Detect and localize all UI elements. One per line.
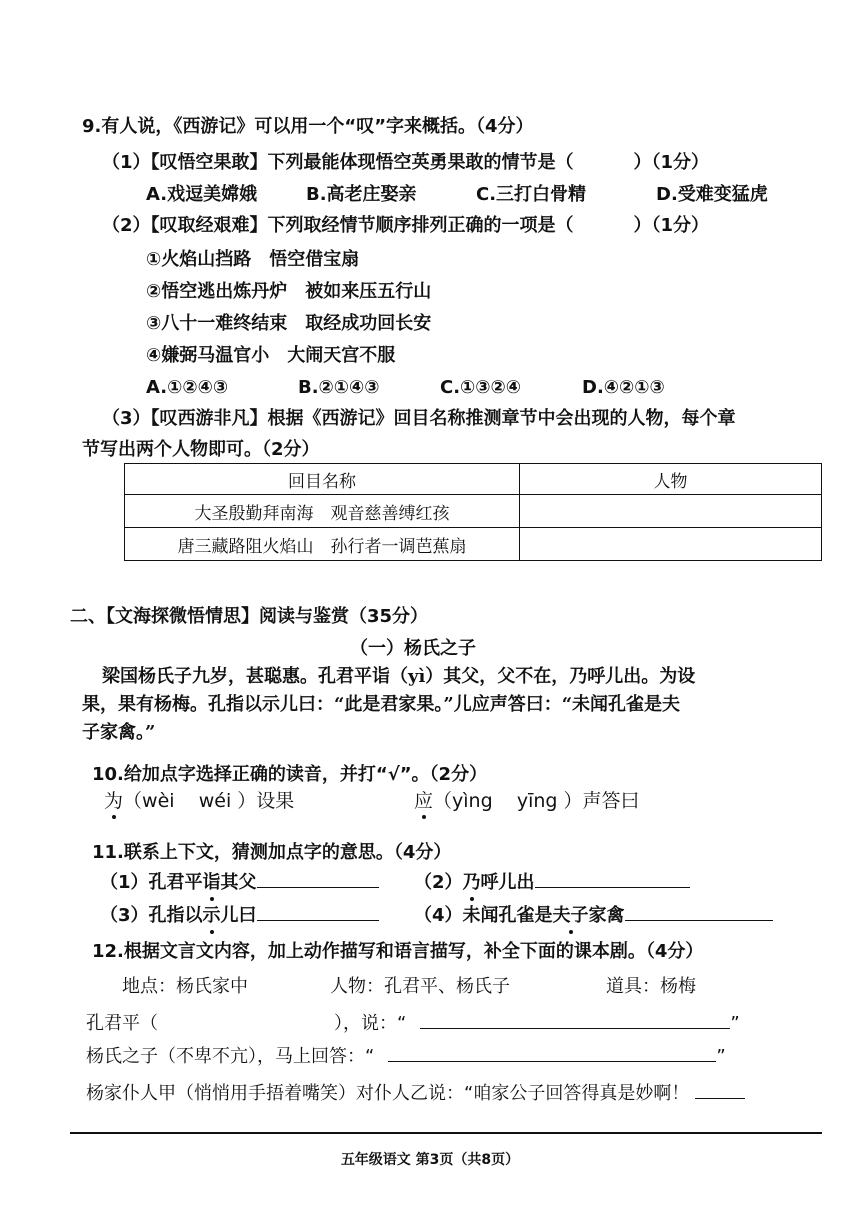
option-d[interactable]: D.受难变猛虎 [656, 184, 768, 205]
line-text: 杨氏之子（不卑不亢），马上回答：“ [86, 1046, 375, 1067]
q12-setting-place: 地点：杨氏家中 [122, 976, 248, 997]
q12-line-2 [86, 1043, 726, 1069]
table-cell-answer[interactable] [520, 495, 822, 528]
q9-part1-options [146, 183, 768, 207]
q12-line-3 [86, 1080, 745, 1106]
option-a[interactable]: A.戏逗美嫦娥 [146, 184, 258, 205]
q12-line-1 [86, 1010, 740, 1036]
q9-part2-options [146, 376, 665, 400]
passage-line-3: 子家禽。” [82, 722, 156, 743]
table-row [125, 495, 822, 528]
paren-close: ） [237, 790, 257, 812]
page-footer: 五年级语文 第3页（共8页） [340, 1152, 520, 1168]
pinyin-option[interactable]: wéi [198, 790, 232, 812]
q10-item-a-text: 设果 [256, 790, 295, 812]
passage-line-1: 梁国杨氏子九岁，甚聪惠。孔君平诣（yì）其父，父不在，乃呼儿出。为设 [102, 666, 696, 687]
table-row [125, 528, 822, 561]
item-text: 家禽 [588, 905, 625, 926]
pinyin-option[interactable]: wèi [142, 790, 175, 812]
q11-item-3 [100, 902, 379, 928]
q9-part1-text: （1）【叹悟空果敢】下列最能体现悟空英勇果敢的情节是（ [102, 152, 574, 173]
footer-divider [70, 1132, 822, 1134]
q11-item-1 [100, 869, 379, 895]
dotted-char: 应 [414, 790, 434, 812]
table-cell-chapter: 唐三藏路阻火焰山 孙行者一调芭蕉扇 [125, 528, 520, 561]
table-header-row [125, 464, 822, 495]
chapter-table [124, 463, 822, 561]
line-text: ），说：“ [334, 1013, 407, 1034]
table-cell-chapter: 大圣殷勤拜南海 观音慈善缚红孩 [125, 495, 520, 528]
q9-title: 9.有人说，《西游记》可以用一个“叹”字来概括。（4分） [82, 116, 534, 137]
q9-part2-item1: ①火焰山挡路 悟空借宝扇 [146, 249, 360, 270]
option-b[interactable]: B.②①④③ [298, 377, 380, 398]
item-text: 呼儿出 [480, 872, 535, 893]
q10-item-a [104, 789, 294, 813]
q11-title: 11.联系上下文，猜测加点字的意思。（4分） [92, 842, 452, 863]
q9-part1-stem [102, 151, 709, 175]
speech-blank[interactable] [420, 1010, 730, 1029]
line-text: 孔君平（ [86, 1013, 158, 1034]
item-text: （3）孔指以 [100, 905, 203, 926]
q10-item-b [414, 789, 640, 813]
dotted-char: 乃 [462, 872, 481, 893]
line-text: 杨家仆人甲（悄悄用手捂着嘴笑）对仆人乙说：“咱家公子回答得真是妙啊！ [86, 1083, 690, 1104]
item-text: 儿曰 [220, 905, 257, 926]
dotted-char: 示 [202, 905, 221, 926]
paren-open: （ [433, 790, 453, 812]
answer-blank[interactable] [625, 902, 773, 921]
dotted-char: 夫子 [552, 905, 589, 926]
q10-title: 10.给加点字选择正确的读音，并打“√”。（2分） [92, 764, 488, 785]
q9-part2-text: （2）【叹取经艰难】下列取经情节顺序排列正确的一项是（ [102, 215, 574, 236]
item-text: （4）未闻孔雀是 [414, 905, 553, 926]
q9-part1-score: ）（1分） [633, 152, 710, 173]
dotted-char: 为 [104, 790, 124, 812]
table-header-chapter: 回目名称 [125, 464, 520, 495]
paren-open: （ [123, 790, 143, 812]
item-text: （1）孔君平 [100, 872, 203, 893]
option-b[interactable]: B.高老庄娶亲 [306, 184, 417, 205]
answer-blank[interactable] [535, 869, 690, 888]
option-d[interactable]: D.④②①③ [582, 377, 665, 398]
answer-blank[interactable] [257, 869, 379, 888]
q10-item-b-text: 声答曰 [582, 790, 640, 812]
paren-close: ） [563, 790, 583, 812]
line-text: ” [730, 1013, 740, 1034]
item-text: （2） [414, 872, 463, 893]
passage-title: （一）杨氏之子 [350, 638, 476, 659]
q12-title: 12.根据文言文内容，加上动作描写和语言描写，补全下面的课本剧。（4分） [92, 941, 704, 962]
q9-part2-item3: ③八十一难终结束 取经成功回长安 [146, 313, 432, 334]
dotted-char: 诣 [202, 872, 221, 893]
option-c[interactable]: C.三打白骨精 [476, 184, 587, 205]
pinyin-option[interactable]: yīng [516, 790, 558, 812]
pinyin-option[interactable]: yìng [452, 790, 493, 812]
q9-part3-line1: （3）【叹西游非凡】根据《西游记》回目名称推测章节中会出现的人物，每个章 [102, 408, 736, 429]
q9-part2-score: ）（1分） [633, 215, 710, 236]
option-c[interactable]: C.①③②④ [440, 377, 522, 398]
q11-item-4 [414, 902, 773, 928]
passage-line-2: 果，果有杨梅。孔指以示儿曰：“此是君家果。”儿应声答曰：“未闻孔雀是夫 [82, 694, 681, 715]
q9-part3-line2: 节写出两个人物即可。（2分） [82, 439, 320, 460]
section-2-title: 二、【文海探微悟情思】阅读与鉴赏（35分） [70, 606, 429, 627]
q9-part2-item2: ②悟空逃出炼丹炉 被如来压五行山 [146, 281, 432, 302]
q12-setting-props: 道具：杨梅 [606, 976, 696, 997]
option-a[interactable]: A.①②④③ [146, 377, 229, 398]
speech-blank[interactable] [695, 1080, 745, 1099]
q9-part2-stem [102, 214, 709, 238]
item-text: 其父 [220, 872, 257, 893]
line-text: ” [716, 1046, 726, 1067]
answer-blank[interactable] [257, 902, 379, 921]
table-cell-answer[interactable] [520, 528, 822, 561]
speech-blank[interactable] [388, 1043, 716, 1062]
table-header-characters: 人物 [520, 464, 822, 495]
q12-setting-people: 人物：孔君平、杨氏子 [330, 976, 510, 997]
q11-item-2 [414, 869, 690, 895]
q9-part2-item4: ④嫌弼马温官小 大闹天宫不服 [146, 345, 396, 366]
